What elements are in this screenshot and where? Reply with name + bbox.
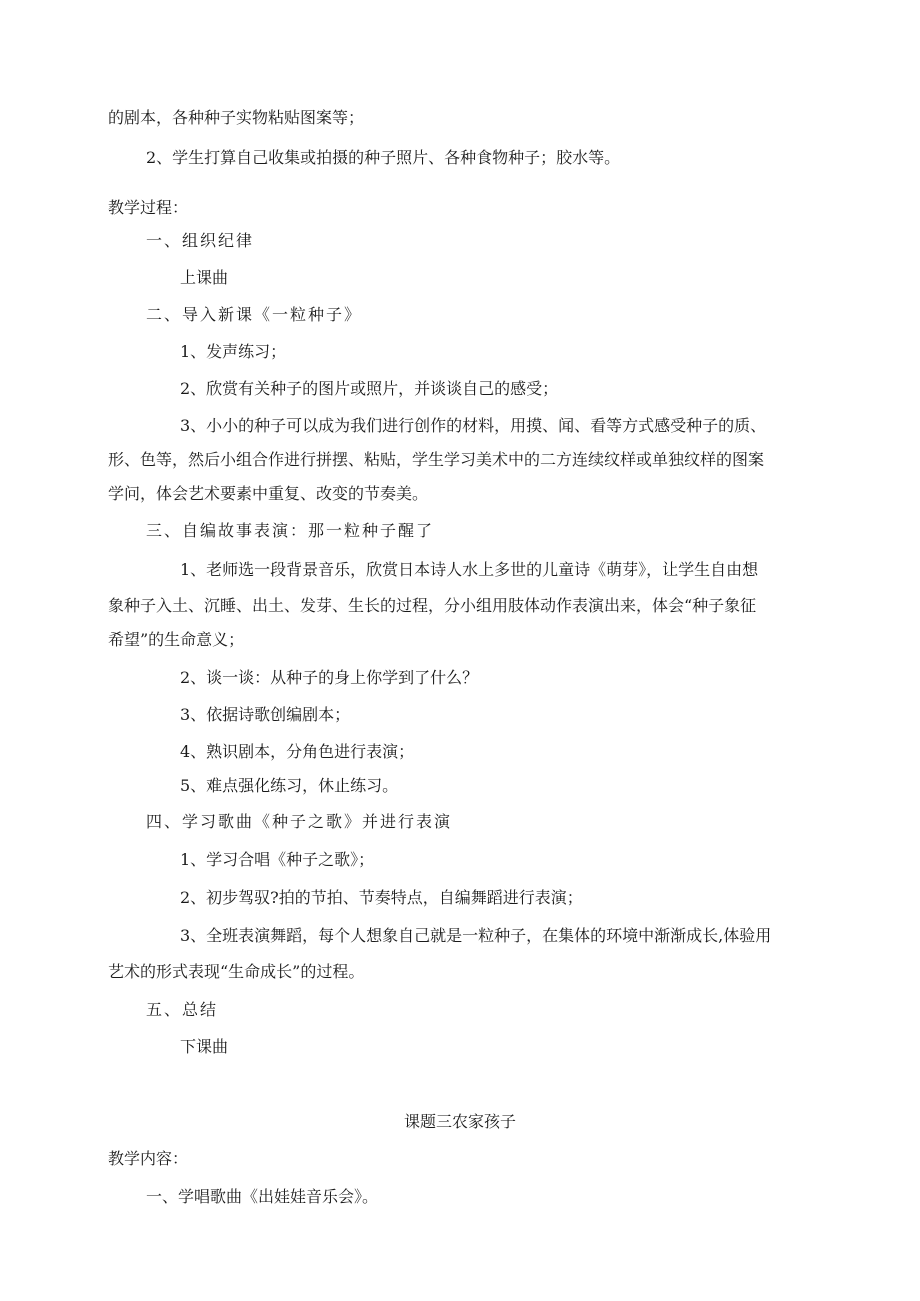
paragraph-line: 2、初步驾驭?拍的节拍、节奏特点，自编舞蹈进行表演； (180, 888, 583, 907)
paragraph-line: 艺术的形式表现“生命成长”的过程。 (108, 962, 365, 981)
paragraph-line: 1、学习合唱《种子之歌》； (180, 850, 375, 869)
paragraph-line: 2、欣赏有关种子的图片或照片，并谈谈自己的感受； (180, 379, 559, 398)
paragraph-line: 学问，体会艺术要素中重复、改变的节奏美。 (108, 484, 429, 503)
paragraph-line: 2、学生打算自己收集或拍摄的种子照片、各种食物种子；胶水等。 (146, 148, 621, 167)
section-heading: 四、学习歌曲《种子之歌》并进行表演 (146, 812, 453, 831)
section-label: 教学内容： (108, 1149, 189, 1168)
paragraph-line: 形、色等，然后小组合作进行拼摆、粘贴，学生学习美术中的二方连续纹样或单独纹样的图案 (108, 450, 765, 469)
paragraph-line: 上课曲 (180, 268, 229, 287)
section-heading: 一、组织纪律 (146, 231, 255, 250)
paragraph-line: 5、难点强化练习，休止练习。 (180, 776, 399, 795)
paragraph-line: 3、全班表演舞蹈，每个人想象自己就是一粒种子，在集体的环境中渐渐成长,体验用 (180, 926, 772, 945)
paragraph-line: 3、依据诗歌创编剧本； (180, 705, 351, 724)
paragraph-line: 希望”的生命意义； (108, 630, 245, 649)
paragraph-line: 4、熟识剧本，分角色进行表演； (180, 742, 415, 761)
section-label: 教学过程： (108, 198, 189, 217)
paragraph-line: 下课曲 (180, 1037, 229, 1056)
section-heading: 二、导入新课《一粒种子》 (146, 305, 363, 324)
paragraph-line: 的剧本，各种种子实物粘贴图案等； (108, 108, 365, 127)
lesson-title: 课题三农家孩子 (403, 1112, 516, 1131)
section-heading: 三、自编故事表演：那一粒种子醒了 (146, 521, 435, 540)
paragraph-line: 1、发声练习； (180, 342, 287, 361)
paragraph-line: 一、学唱歌曲《出娃娃音乐会》。 (146, 1187, 379, 1206)
paragraph-line: 2、谈一谈：从种子的身上你学到了什么？ (180, 668, 479, 687)
section-heading: 五、总结 (146, 1000, 219, 1019)
paragraph-line: 1、老师选一段背景音乐，欣赏日本诗人水上多世的儿童诗《萌芽》，让学生自由想 (180, 560, 759, 579)
paragraph-line: 3、小小的种子可以成为我们进行创作的材料，用摸、闻、看等方式感受种子的质、 (180, 416, 767, 435)
paragraph-line: 象种子入土、沉睡、出土、发芽、生长的过程，分小组用肢体动作表演出来，体会“种子象征 (108, 596, 757, 615)
